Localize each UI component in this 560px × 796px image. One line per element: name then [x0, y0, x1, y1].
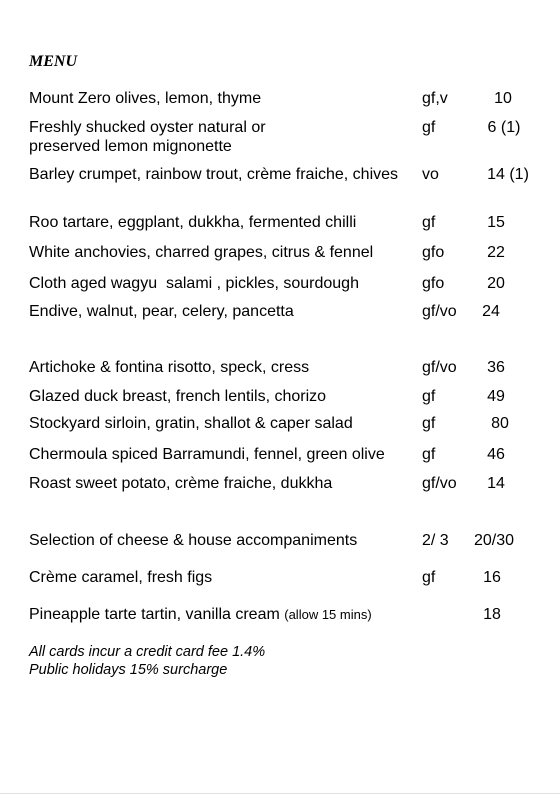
menu-footer	[29, 643, 265, 679]
item-price: 6 (1)	[487, 119, 521, 136]
holiday-surcharge-note: Public holidays 15% surcharge	[29, 662, 228, 678]
item-price: 14	[487, 475, 505, 492]
item-name: Roo tartare, eggplant, dukkha, fermented chilli	[29, 214, 357, 231]
item-name: Selection of cheese & house accompaniments	[29, 532, 358, 549]
page-divider	[0, 793, 560, 794]
item-name: Roast sweet potato, crème fraiche, dukkha	[29, 475, 333, 492]
item-dietary: gf	[422, 214, 436, 231]
item-dietary: gf	[422, 119, 436, 136]
item-name: Crème caramel, fresh figs	[29, 569, 213, 586]
item-price: 22	[487, 244, 505, 261]
item-name	[29, 605, 372, 624]
item-dietary: gfo	[422, 275, 445, 292]
item-name: Artichoke & fontina risotto, speck, cress	[29, 359, 310, 376]
item-price: 15	[487, 214, 505, 231]
item-name: Cloth aged wagyu salami , pickles, sourdough	[29, 275, 359, 292]
item-dietary: gf	[422, 446, 436, 463]
item-price: 14 (1)	[487, 166, 529, 183]
item-price: 49	[487, 388, 505, 405]
item-dietary: gf/vo	[422, 359, 457, 376]
item-name: Chermoula spiced Barramundi, fennel, green olive	[29, 446, 385, 463]
item-price: 20/30	[473, 532, 515, 549]
item-name: White anchovies, charred grapes, citrus & fennel	[29, 244, 374, 261]
item-price: 36	[487, 359, 505, 376]
item-name	[29, 118, 266, 156]
item-dietary: gf/vo	[422, 475, 457, 492]
item-name: Barley crumpet, rainbow trout, crème fraiche, chives	[29, 166, 399, 183]
item-price: 10	[494, 90, 512, 107]
item-dietary: gf/vo	[422, 303, 457, 320]
item-name: Endive, walnut, pear, celery, pancetta	[29, 303, 294, 320]
item-name: Stockyard sirloin, gratin, shallot & caper salad	[29, 415, 353, 432]
item-price: 24	[482, 303, 500, 320]
card-fee-note: All cards incur a credit card fee 1.4%	[29, 644, 266, 660]
item-dietary: gf,v	[422, 90, 448, 107]
item-name-text: Pineapple tarte tartin, vanilla cream	[29, 606, 285, 623]
item-price: 20	[487, 275, 505, 292]
item-dietary: gf	[422, 415, 436, 432]
menu-title: MENU	[29, 53, 78, 70]
item-name: Glazed duck breast, french lentils, chorizo	[29, 388, 327, 405]
item-name: Mount Zero olives, lemon, thyme	[29, 90, 262, 107]
item-price: 80	[491, 415, 509, 432]
item-dietary: 2/ 3	[422, 532, 449, 549]
item-price: 16	[483, 569, 501, 586]
item-price: 46	[487, 446, 505, 463]
item-name-line1: Freshly shucked oyster natural or	[29, 119, 266, 136]
item-price: 18	[483, 606, 501, 623]
item-dietary: gf	[422, 388, 436, 405]
item-dietary: gfo	[422, 244, 445, 261]
item-dietary: gf	[422, 569, 436, 586]
item-name-line2: preserved lemon mignonette	[29, 138, 232, 155]
item-dietary: vo	[422, 166, 439, 183]
item-note: (allow 15 mins)	[284, 607, 372, 622]
